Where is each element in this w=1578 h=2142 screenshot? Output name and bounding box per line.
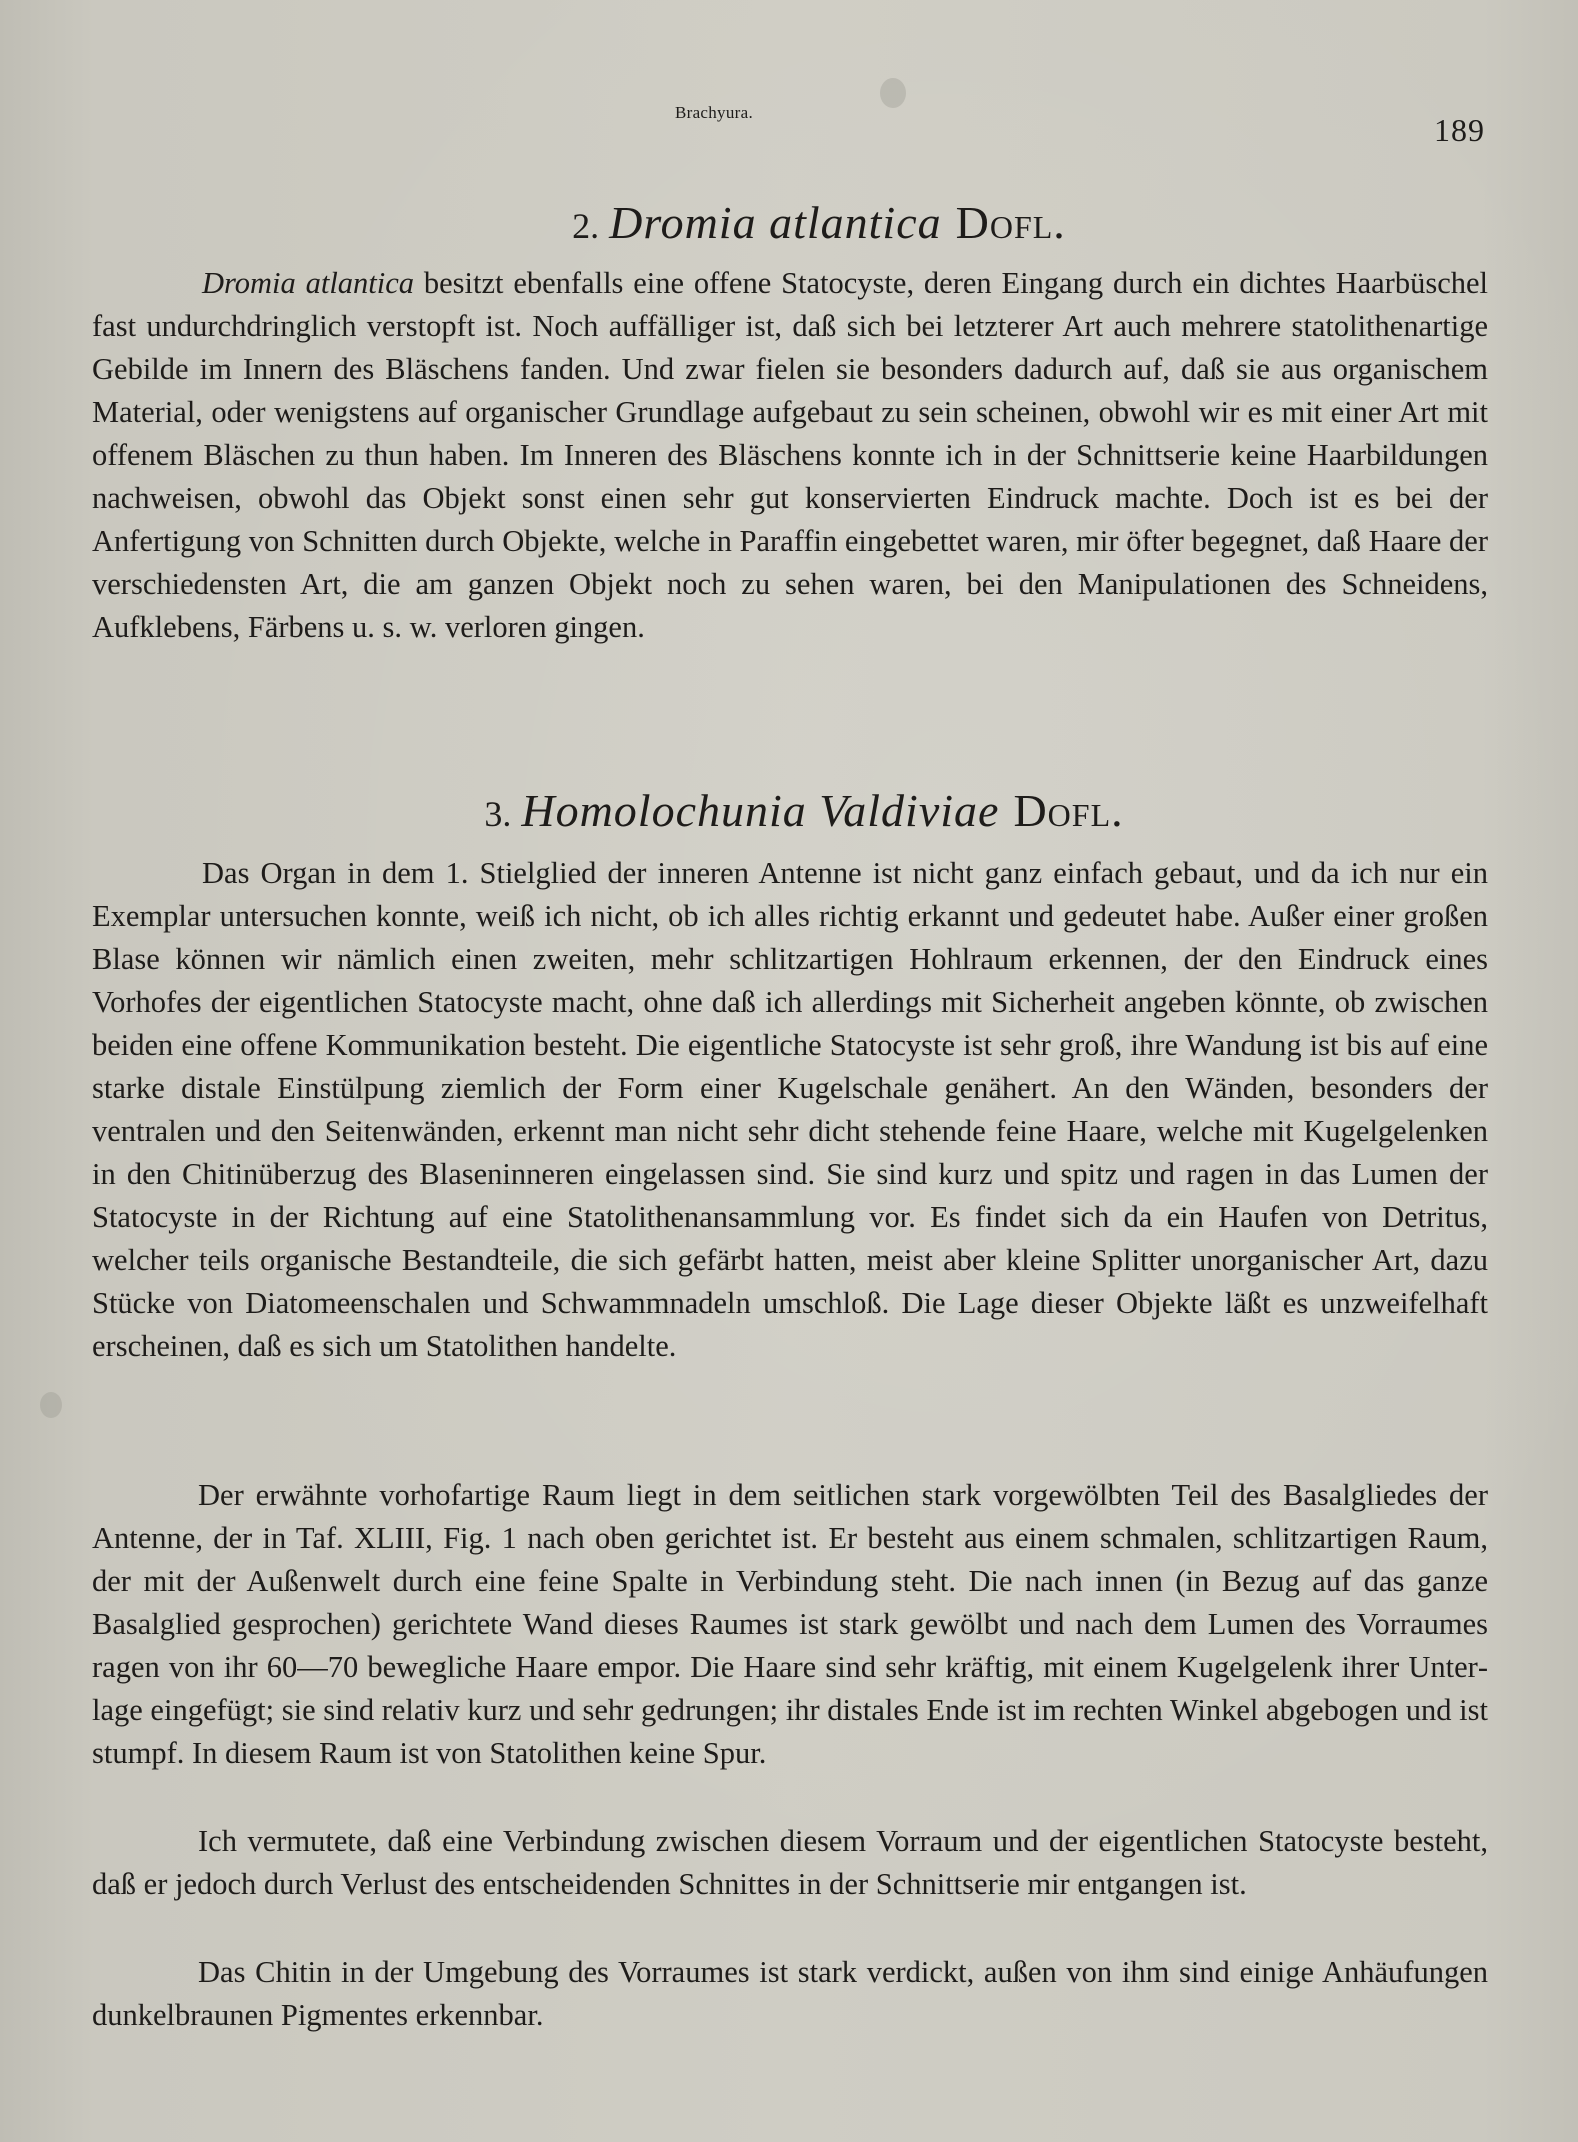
paragraph-organ: Das Organ in dem 1. Stielglied der inneren Antenne ist nicht ganz einfach gebaut, und da ich nur ein Exemplar untersuchen konnte, weiß ich nicht, ob ich alles richtig erkannt und gedeutet habe. Außer einer großen Blase können wir nämlich einen zweiten, mehr schlitzartigen Hohlraum erkennen, der den Eindruck eines Vorhofes der eigentlichen Statocyste macht, ohne daß ich allerdings mit Sicherheit angeben könnte, ob zwischen beiden eine offene Kommunikation besteht. Die eigentliche Statocyste ist sehr groß, ihre Wandung ist bis auf eine starke distale Einstülpung ziemlich der Form einer Kugelschale genähert. An den Wänden, besonders der ventralen und den Seitenwänden, erkennt man nicht sehr dicht stehende feine Haare, welche mit Kugelgelenken in den Chitinüberzug des Blaseninneren eingelassen sind. Sie sind kurz und spitz und ragen in das Lumen der Statocyste in der Richtung auf eine Statolithenansammlung vor. Es findet sich da ein Haufen von Detritus, welcher teils organische Bestandteile, die sich gefärbt hatten, meist aber kleine Splitter unorganischer Art, dazu Stücke von Diatomeenschalen und Schwammnadeln umschloß. Die Lage dieser Objekte läßt es unzweifelhaft erscheinen, daß es sich um Statolithen handelte. [92, 856, 1488, 1363]
section-heading-dromia [0, 196, 1578, 249]
page-number: 189 [1434, 112, 1485, 148]
paragraph-lead-species: Dromia atlantica [202, 266, 415, 300]
running-head: Brachyura. [674, 103, 754, 122]
species-name: Homolochunia Valdiviae [521, 785, 1000, 836]
paragraph-dromia [92, 262, 1488, 649]
author-abbreviation: Dofl. [1013, 785, 1124, 836]
section-number: 2. [572, 206, 600, 246]
paragraph-verbindung: Ich vermutete, daß eine Verbindung zwischen diesem Vorraum und der eigentlichen Statocyste besteht, daß er jedoch durch Verlust des entscheidenden Schnittes in der Schnittserie mir entgangen ist. [92, 1824, 1488, 1901]
section-number: 3. [484, 794, 512, 834]
species-name: Dromia atlantica [609, 197, 942, 248]
paragraph-chitin: Das Chitin in der Umgebung des Vorraumes ist stark verdickt, außen von ihm sind einige Anhäufungen dunkelbraunen Pigmentes erkennbar. [92, 1955, 1488, 2032]
author-abbreviation: Dofl. [955, 197, 1066, 248]
paragraph-text: besitzt ebenfalls eine offene Statocyste, deren Eingang durch ein dichtes Haarbüschel fast undurchdringlich verstopft ist. Noch auffälliger ist, daß sich bei letzterer Art auch mehrere statolithenartige Gebilde im Innern des Bläschens fanden. Und zwar fielen sie besonders dadurch auf, daß sie aus organischem Material, oder wenigstens auf organischer Grundlage aufgebaut zu sein scheinen, obwohl wir es mit einer Art mit offenem Bläschen zu thun haben. Im Inneren des Bläschens konnte ich in der Schnittserie keine Haarbildungen nachweisen, obwohl das Objekt sonst einen sehr gut konservierten Eindruck machte. Doch ist es bei der Anfertigung von Schnitten durch Objekte, welche in Paraffin eingebettet waren, mir öfter begegnet, daß Haare der verschiedensten Art, die am ganzen Objekt noch zu sehen waren, bei den Manipulationen des Schneidens, Aufklebens, Färbens u. s. w. verloren gingen. [92, 266, 1488, 644]
paper-spot [40, 1392, 62, 1418]
paragraph-vorhof: Der erwähnte vorhofartige Raum liegt in dem seitlichen stark vorgewölbten Teil des Basalgliedes der Antenne, der in Taf. XLIII, Fig. 1 nach oben gerichtet ist. Er besteht aus einem schmalen, schlitzartigen Raum, der mit der Außenwelt durch eine feine Spalte in Verbindung steht. Die nach innen (in Bezug auf das ganze Basalglied gesprochen) gerichtete Wand dieses Raumes ist stark gewölbt und nach dem Lumen des Vorraumes ragen von ihr 60—70 bewegliche Haare empor. Die Haare sind sehr kräftig, mit einem Kugelgelenk ihrer Unterlage eingefügt; sie sind relativ kurz und sehr gedrungen; ihr distales Ende ist im rechten Winkel abgebogen und ist stumpf. In diesem Raum ist von Statolithen keine Spur. [92, 1478, 1488, 1770]
section-heading-homolochunia [0, 784, 1578, 837]
